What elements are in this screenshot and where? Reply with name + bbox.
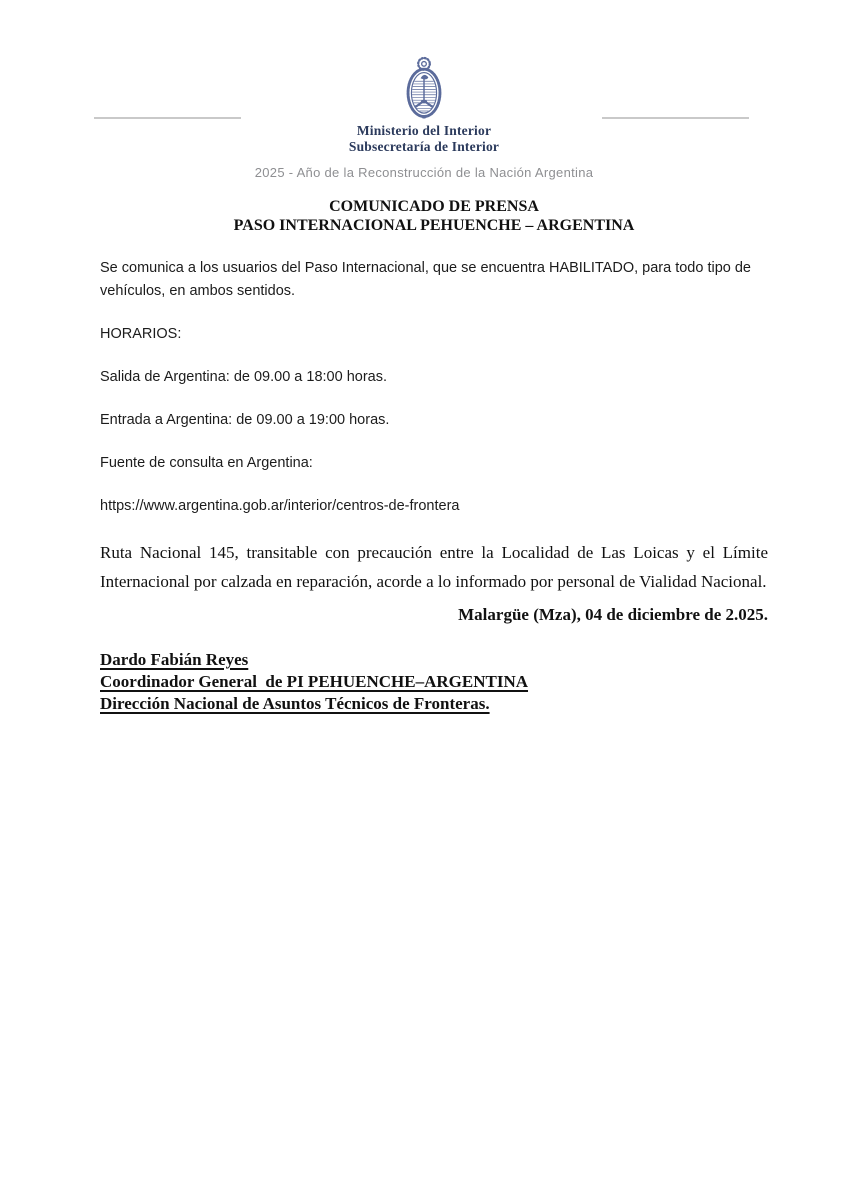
document-title: [100, 198, 768, 235]
header-rule-left: [94, 117, 241, 119]
source-url: https://www.argentina.gob.ar/interior/centros-de-frontera: [100, 498, 460, 514]
document-header: [0, 0, 848, 180]
intro-paragraph: Se comunica a los usuarios del Paso Internacional, que se encuentra HABILITADO, para todo tipo de vehículos, en ambos sentidos.: [100, 260, 751, 299]
document-title-line1: COMUNICADO DE PRENSA: [329, 198, 539, 215]
header-rule-right: [602, 117, 749, 119]
signature-block: [100, 649, 768, 715]
year-tagline: 2025 - Año de la Reconstrucción de la Nación Argentina: [254, 165, 594, 180]
document-title-line2: PASO INTERNACIONAL PEHUENCHE – ARGENTINA: [233, 216, 635, 234]
signer-department: Dirección Nacional de Asuntos Técnicos de Fronteras.: [100, 694, 490, 713]
document-body: [100, 198, 768, 715]
departure-schedule: Salida de Argentina: de 09.00 a 18:00 horas.: [100, 369, 387, 385]
org-name-line2: Subsecretaría de Interior: [348, 139, 500, 154]
source-label: Fuente de consulta en Argentina:: [100, 455, 313, 471]
signer-title: Coordinador General de PI PEHUENCHE–ARGENTINA: [100, 672, 529, 691]
road-notice-paragraph: Ruta Nacional 145, transitable con precaución entre la Localidad de Las Loicas y el Límite Internacional por calzada en reparación, acorde a lo informado por personal de Vialidad Nacional.: [100, 543, 768, 591]
org-name: [0, 123, 848, 155]
signer-name: Dardo Fabián Reyes: [100, 650, 249, 669]
schedule-heading: HORARIOS:: [100, 326, 182, 342]
dateline: Malargüe (Mza), 04 de diciembre de 2.025.: [458, 605, 768, 624]
coat-of-arms-icon: [395, 56, 453, 120]
entry-schedule: Entrada a Argentina: de 09.00 a 19:00 horas.: [100, 412, 390, 428]
org-name-line1: Ministerio del Interior: [356, 123, 492, 138]
